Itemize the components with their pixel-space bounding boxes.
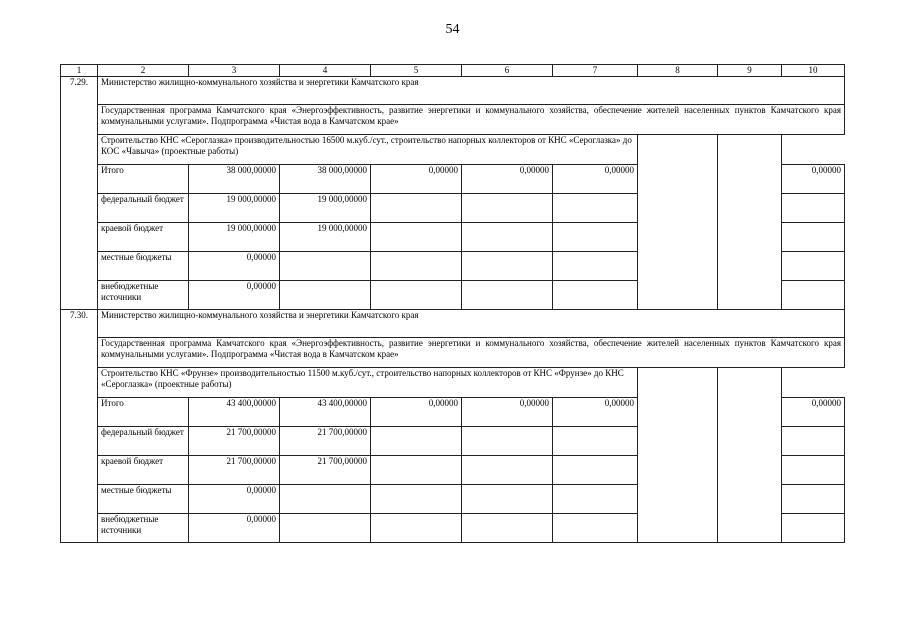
finance-label: местные бюджеты — [98, 252, 189, 281]
value-col8 — [782, 456, 845, 485]
value-col7 — [553, 485, 638, 514]
header-cell: 8 — [638, 65, 718, 77]
header-cell: 4 — [280, 65, 371, 77]
value-col4 — [280, 514, 371, 543]
header-cell: 2 — [98, 65, 189, 77]
value-col8 — [782, 194, 845, 223]
value-col3: 21 700,00000 — [189, 427, 280, 456]
program-name: Государственная программа Камчатского края «Энергоэффективность, развитие энергетики и коммунального хозяйства, обеспечение жителей населенных пунктов Камчатского края коммунальными услугами». Подпрограмма «Чистая вода в Камчатском крае» — [98, 105, 845, 135]
cell-col10 — [718, 368, 782, 543]
value-col6 — [462, 514, 553, 543]
value-col8: 0,00000 — [782, 398, 845, 427]
value-col4: 38 000,00000 — [280, 165, 371, 194]
page-number: 54 — [445, 22, 460, 37]
object-row — [61, 368, 845, 398]
value-col5 — [371, 427, 462, 456]
finance-label: федеральный бюджет — [98, 427, 189, 456]
ministry-row — [61, 77, 845, 105]
value-col5 — [371, 485, 462, 514]
value-col7 — [553, 281, 638, 310]
value-col5 — [371, 281, 462, 310]
finance-label: местные бюджеты — [98, 485, 189, 514]
value-col3: 0,00000 — [189, 252, 280, 281]
value-col8: 0,00000 — [782, 165, 845, 194]
value-col5: 0,00000 — [371, 165, 462, 194]
value-col8 — [782, 281, 845, 310]
value-col6 — [462, 456, 553, 485]
value-col5 — [371, 223, 462, 252]
object-name: Строительство КНС «Сероглазка» производительностью 16500 м.куб./сут., строительство напорных коллекторов от КНС «Сероглазка» до КОС «Чавыча» (проектные работы) — [98, 135, 638, 165]
object-row — [61, 135, 845, 165]
ministry-name: Министерство жилищно-коммунального хозяйства и энергетики Камчатского края — [98, 77, 845, 105]
value-col5 — [371, 194, 462, 223]
value-col3: 0,00000 — [189, 281, 280, 310]
header-cell: 9 — [718, 65, 782, 77]
header-cell: 5 — [371, 65, 462, 77]
value-col4: 19 000,00000 — [280, 194, 371, 223]
finance-label: федеральный бюджет — [98, 194, 189, 223]
value-col6 — [462, 223, 553, 252]
value-col6: 0,00000 — [462, 398, 553, 427]
header-cell: 6 — [462, 65, 553, 77]
item-number: 7.29. — [61, 77, 98, 310]
value-col5 — [371, 456, 462, 485]
cell-col9 — [638, 368, 718, 543]
value-col7 — [553, 427, 638, 456]
value-col7 — [553, 223, 638, 252]
value-col6 — [462, 194, 553, 223]
finance-label: Итого — [98, 398, 189, 427]
value-col3: 0,00000 — [189, 514, 280, 543]
value-col4: 19 000,00000 — [280, 223, 371, 252]
program-row — [61, 338, 845, 368]
program-name: Государственная программа Камчатского края «Энергоэффективность, развитие энергетики и коммунального хозяйства, обеспечение жителей населенных пунктов Камчатского края коммунальными услугами». Подпрограмма «Чистая вода в Камчатском крае» — [98, 338, 845, 368]
value-col7 — [553, 514, 638, 543]
program-row — [61, 105, 845, 135]
value-col8 — [782, 485, 845, 514]
value-col8 — [782, 427, 845, 456]
value-col4 — [280, 485, 371, 514]
value-col5 — [371, 252, 462, 281]
value-col6: 0,00000 — [462, 165, 553, 194]
value-col7 — [553, 456, 638, 485]
object-name: Строительство КНС «Фрунзе» производительностью 11500 м.куб./сут., строительство напорных коллекторов от КНС «Фрунзе» до КНС «Сероглазка» (проектные работы) — [98, 368, 638, 398]
header-cell: 10 — [782, 65, 845, 77]
value-col4 — [280, 281, 371, 310]
header-cell: 1 — [61, 65, 98, 77]
finance-label: краевой бюджет — [98, 223, 189, 252]
item-number: 7.30. — [61, 310, 98, 543]
header-row — [61, 65, 845, 77]
value-col3: 43 400,00000 — [189, 398, 280, 427]
value-col7 — [553, 194, 638, 223]
cell-col10 — [718, 135, 782, 310]
header-cell: 3 — [189, 65, 280, 77]
value-col7: 0,00000 — [553, 398, 638, 427]
value-col3: 19 000,00000 — [189, 194, 280, 223]
value-col4: 43 400,00000 — [280, 398, 371, 427]
value-col4: 21 700,00000 — [280, 427, 371, 456]
value-col3: 19 000,00000 — [189, 223, 280, 252]
financing-table — [60, 64, 845, 543]
value-col4: 21 700,00000 — [280, 456, 371, 485]
cell-col9 — [638, 135, 718, 310]
finance-label: краевой бюджет — [98, 456, 189, 485]
header-cell: 7 — [553, 65, 638, 77]
value-col6 — [462, 427, 553, 456]
value-col7 — [553, 252, 638, 281]
value-col5: 0,00000 — [371, 398, 462, 427]
value-col6 — [462, 252, 553, 281]
value-col3: 21 700,00000 — [189, 456, 280, 485]
value-col8 — [782, 223, 845, 252]
finance-label: внебюджетные источники — [98, 281, 189, 310]
value-col3: 38 000,00000 — [189, 165, 280, 194]
value-col6 — [462, 281, 553, 310]
value-col6 — [462, 485, 553, 514]
finance-label: Итого — [98, 165, 189, 194]
value-col7: 0,00000 — [553, 165, 638, 194]
value-col5 — [371, 514, 462, 543]
finance-label: внебюджетные источники — [98, 514, 189, 543]
value-col8 — [782, 252, 845, 281]
value-col8 — [782, 514, 845, 543]
value-col4 — [280, 252, 371, 281]
value-col3: 0,00000 — [189, 485, 280, 514]
ministry-name: Министерство жилищно-коммунального хозяйства и энергетики Камчатского края — [98, 310, 845, 338]
ministry-row — [61, 310, 845, 338]
